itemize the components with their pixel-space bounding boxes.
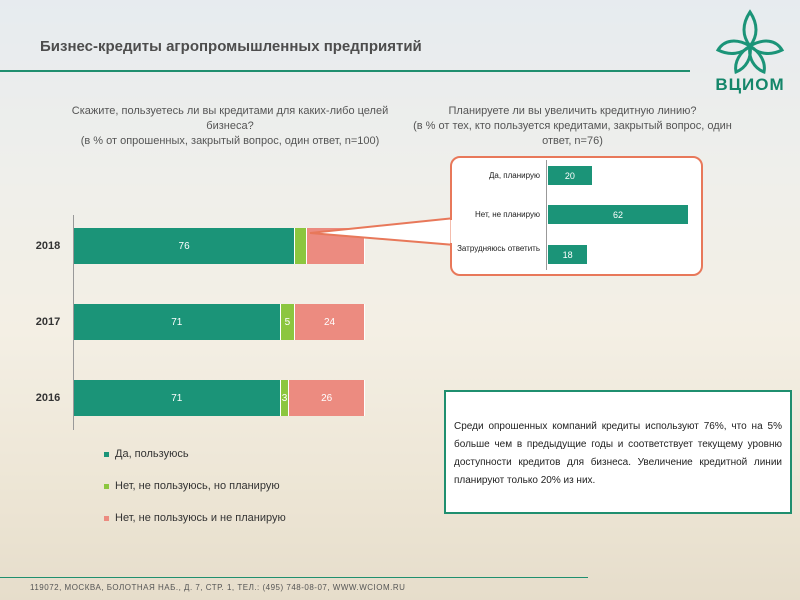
legend-item-3 <box>104 512 286 524</box>
left-question <box>60 104 400 149</box>
logo-text: ВЦИОМ <box>715 75 785 94</box>
bar-2018-series-2 <box>295 228 307 264</box>
bar-2016-series-3: 26 <box>289 380 365 416</box>
sub-chart-label-2: Нет, не планирую <box>475 210 540 219</box>
left-question-sub: (в % от опрошенных, закрытый вопрос, один ответ, n=100) <box>80 135 380 147</box>
left-question-title: Скажите, пользуетесь ли вы кредитами для каких-либо целей бизнеса? <box>71 105 389 132</box>
sub-chart-bar-1: 20 <box>547 165 593 186</box>
year-label-2018: 2018 <box>35 240 61 252</box>
bar-2017-series-2: 5 <box>281 304 296 340</box>
sub-chart-label-1: Да, планирую <box>488 171 540 180</box>
summary-note-text: Среди опрошенных компаний кредиты используют 76%, что на 5% больше чем в предыдущие годы и соответствует текущему уровню доступности кредитов для бизнеса. Увеличение кредитной линии планируют только 20% из них. <box>454 421 782 486</box>
sub-chart-bar-3: 18 <box>547 244 588 265</box>
year-label-2016: 2016 <box>35 392 61 404</box>
page-title: Бизнес-кредиты агропромышленных предприятий <box>40 38 422 55</box>
year-label-2017: 2017 <box>35 316 61 328</box>
legend-swatch <box>104 484 109 489</box>
legend-label: Нет, не пользуюсь и не планирую <box>115 512 286 524</box>
legend-swatch <box>104 516 109 521</box>
bar-2016-series-1: 71 <box>74 380 281 416</box>
sub-chart-label-3: Затрудняюсь ответить <box>457 244 540 253</box>
summary-note <box>444 390 792 514</box>
legend-item-2 <box>104 480 280 492</box>
legend-swatch <box>104 452 109 457</box>
legend-item-1 <box>104 448 189 460</box>
footer-divider <box>0 577 588 578</box>
right-question-title: Планируете ли вы увеличить кредитную линию? <box>448 105 697 117</box>
header-divider <box>0 70 690 72</box>
right-question <box>400 104 745 149</box>
bar-2016-series-2: 3 <box>281 380 290 416</box>
bar-2017-series-1: 71 <box>74 304 281 340</box>
right-question-sub: (в % от тех, кто пользуется кредитами, закрытый вопрос, один ответ, n=76) <box>413 120 732 147</box>
footer-address: 119072, МОСКВА, БОЛОТНАЯ НАБ., Д. 7, СТР. 1, ТЕЛ.: (495) 748-08-07, WWW.WCIOM.RU <box>30 583 406 592</box>
bar-2017-series-3: 24 <box>295 304 365 340</box>
legend-label: Да, пользуюсь <box>115 448 189 460</box>
bar-2018-series-3 <box>307 228 365 264</box>
bar-2018-series-1: 76 <box>74 228 295 264</box>
sub-chart-bar-2: 62 <box>547 204 689 225</box>
legend-label: Нет, не пользуюсь, но планирую <box>115 480 280 492</box>
